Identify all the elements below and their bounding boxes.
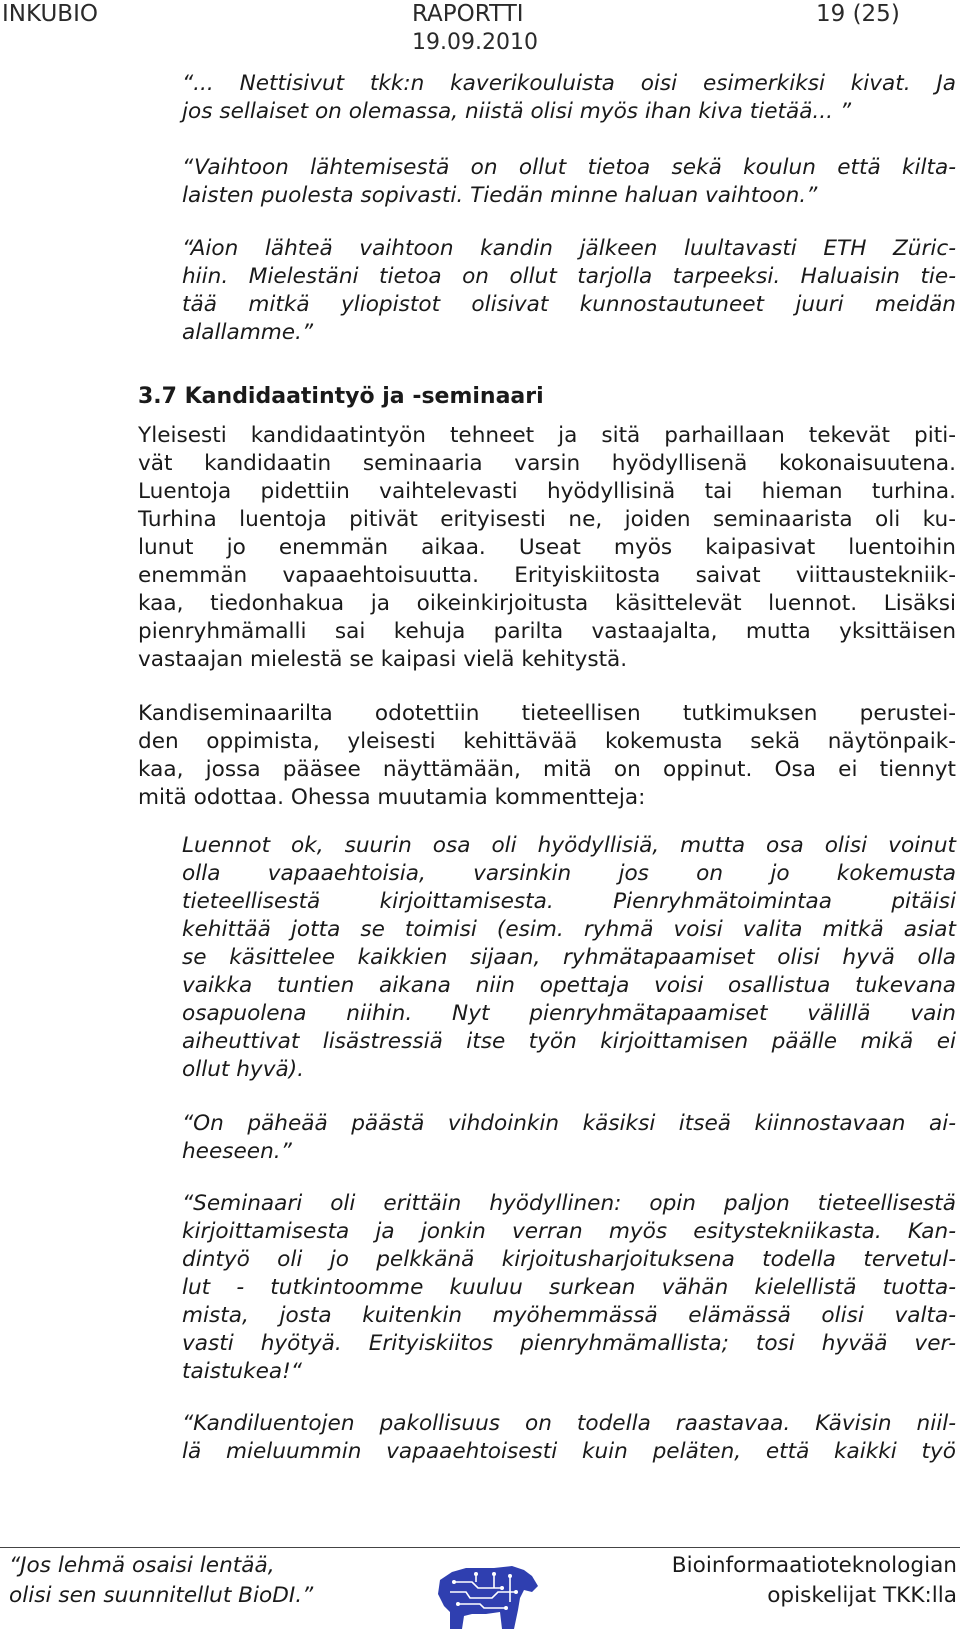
quote-block bbox=[182, 235, 956, 347]
quote-line: jos sellaiset on olemassa, niistä olisi myös ihan kiva tietää... ” bbox=[182, 99, 852, 124]
header-organization: INKUBIO bbox=[2, 1, 98, 27]
header-date: 19.09.2010 bbox=[412, 30, 538, 55]
paragraph-line: pienryhmämalli sai kehuja parilta vastaajalta, mutta yksittäisen bbox=[138, 619, 956, 644]
comment-line: olla vapaaehtoisia, varsinkin jos on jo kokemusta bbox=[182, 861, 956, 886]
body-paragraph bbox=[138, 700, 956, 812]
comment-line: “On päheää päästä vihdoinkin käsiksi itseä kiinnostavaan ai- bbox=[182, 1111, 956, 1136]
comment-block bbox=[182, 1410, 956, 1466]
header-page-number: 19 (25) bbox=[816, 1, 900, 27]
quote-line: “... Nettisivut tkk:n kaverikouluista oisi esimerkiksi kivat. Ja bbox=[182, 71, 956, 96]
paragraph-line: mitä odottaa. Ohessa muutamia kommentteja: bbox=[138, 785, 646, 810]
body-paragraph bbox=[138, 422, 956, 674]
paragraph-line: Kandiseminaarilta odotettiin tieteellisen tutkimuksen perustei- bbox=[138, 701, 956, 726]
comment-line: lut - tutkintoomme kuuluu surkean vähän kielellistä tuotta- bbox=[182, 1275, 956, 1300]
comment-block bbox=[182, 1190, 956, 1386]
comment-line: “Kandiluentojen pakollisuus on todella raastavaa. Kävisin niil- bbox=[182, 1411, 956, 1436]
comment-line: tieteellisestä kirjoittamisesta. Pienryhmätoimintaa pitäisi bbox=[182, 889, 956, 914]
comment-line: ollut hyvä). bbox=[182, 1057, 304, 1082]
paragraph-line: Turhina luentoja pitivät erityisesti ne, joiden seminaarista oli ku- bbox=[138, 507, 956, 532]
quote-line: “Aion lähteä vaihtoon kandin jälkeen luultavasti ETH Züric- bbox=[182, 236, 956, 261]
paragraph-line: kaa, jossa pääsee näyttämään, mitä on oppinut. Osa ei tiennyt bbox=[138, 757, 956, 782]
comment-line: lä mieluummin vapaaehtoisesti kuin peläten, että kaikki työ bbox=[182, 1439, 956, 1464]
paragraph-line: Luentoja pidettiin vaihtelevasti hyödyllisinä tai hieman turhina. bbox=[138, 479, 956, 504]
comment-block bbox=[182, 832, 956, 1084]
comment-line: se käsittelee kaikkien sijaan, ryhmätapaamiset olisi hyvä olla bbox=[182, 945, 956, 970]
comment-line: vasti hyötyä. Erityiskiitos pienryhmämallista; tosi hyvää ver- bbox=[182, 1331, 956, 1356]
comment-line: heeseen.” bbox=[182, 1139, 292, 1164]
comment-line: “Seminaari oli erittäin hyödyllinen: opin paljon tieteellisestä bbox=[182, 1191, 956, 1216]
quote-block bbox=[182, 70, 956, 126]
comment-line: osapuolena niihin. Nyt pienryhmätapaamiset välillä vain bbox=[182, 1001, 956, 1026]
quote-line: tää mitkä yliopistot olisivat kunnostautuneet juuri meidän bbox=[182, 292, 956, 317]
quote-line: alallamme.” bbox=[182, 320, 314, 345]
footer-org-line2: opiskelijat TKK:lla bbox=[767, 1583, 957, 1608]
comment-line: taistukea!“ bbox=[182, 1359, 302, 1384]
quote-block bbox=[182, 154, 956, 210]
section-heading: 3.7 Kandidaatintyö ja -seminaari bbox=[138, 384, 544, 409]
comment-line: kehittää jotta se toimisi (esim. ryhmä voisi valita mitkä asiat bbox=[182, 917, 956, 942]
paragraph-line: vät kandidaatin seminaaria varsin hyödyllisenä kokonaisuutena. bbox=[138, 451, 956, 476]
comment-block bbox=[182, 1110, 956, 1166]
comment-line: Luennot ok, suurin osa oli hyödyllisiä, mutta osa olisi voinut bbox=[182, 833, 956, 858]
paragraph-line: den oppimista, yleisesti kehittävää kokemusta sekä näytönpaik- bbox=[138, 729, 956, 754]
comment-line: aiheuttivat lisästressiä itse työn kirjoittamisen päälle mikä ei bbox=[182, 1029, 956, 1054]
comment-line: vaikka tuntien aikana niin opettaja voisi osallistua tukevana bbox=[182, 973, 956, 998]
footer-motto-line1: “Jos lehmä osaisi lentää, bbox=[9, 1553, 275, 1578]
quote-line: laisten puolesta sopivasti. Tiedän minne haluan vaihtoon.” bbox=[182, 183, 818, 208]
paragraph-line: Yleisesti kandidaatintyön tehneet ja sitä parhaillaan tekevät piti- bbox=[138, 423, 956, 448]
comment-line: kirjoittamisesta ja jonkin verran myös esitystekniikasta. Kan- bbox=[182, 1219, 956, 1244]
paragraph-line: kaa, tiedonhakua ja oikeinkirjoitusta käsittelevät luennot. Lisäksi bbox=[138, 591, 956, 616]
paragraph-line: enemmän vapaaehtoisuutta. Erityiskiitosta saivat viittaustekniik- bbox=[138, 563, 956, 588]
footer-divider bbox=[0, 1547, 960, 1548]
footer-org-line1: Bioinformaatioteknologian bbox=[671, 1553, 957, 1578]
footer-motto-line2: olisi sen suunnitellut BioDI.” bbox=[9, 1583, 314, 1608]
comment-line: dintyö oli jo pelkkänä kirjoitusharjoituksena todella tervetul- bbox=[182, 1247, 956, 1272]
paragraph-line: lunut jo enemmän aikaa. Useat myös kaipasivat luentoihin bbox=[138, 535, 956, 560]
quote-line: “Vaihtoon lähtemisestä on ollut tietoa sekä koulun että kilta- bbox=[182, 155, 956, 180]
header-document-type: RAPORTTI bbox=[412, 1, 524, 27]
paragraph-line: vastaajan mielestä se kaipasi vielä kehitystä. bbox=[138, 647, 628, 672]
quote-line: hiin. Mielestäni tietoa on ollut tarjolla tarpeeksi. Haluaisin tie- bbox=[182, 264, 956, 289]
comment-line: mista, josta kuitenkin myöhemmässä elämässä olisi valta- bbox=[182, 1303, 956, 1328]
circuit-cow-logo-icon bbox=[432, 1562, 542, 1629]
